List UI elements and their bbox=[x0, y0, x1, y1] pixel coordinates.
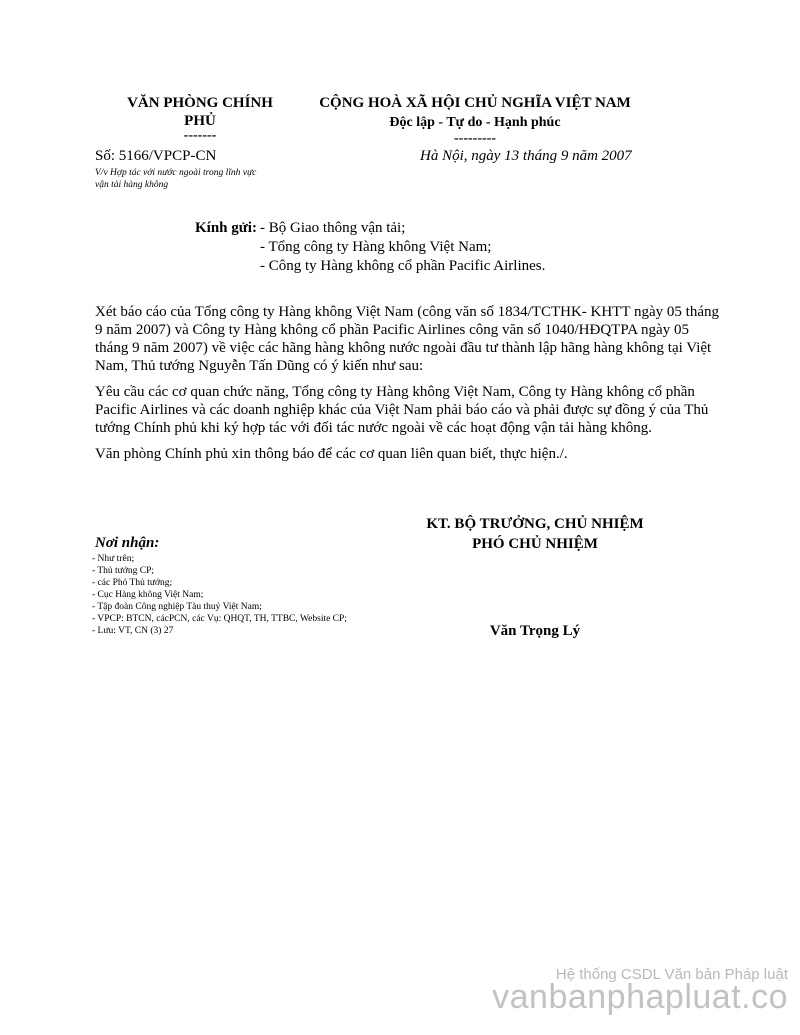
document-subject bbox=[95, 167, 295, 191]
body-paragraph: Văn phòng Chính phủ xin thông báo để các cơ quan liên quan biết, thực hiện./. bbox=[95, 446, 568, 462]
receiver-item: - Thủ tướng CP; bbox=[92, 566, 154, 576]
subject-line1: V/v Hợp tác với nước ngoài trong lĩnh vực bbox=[95, 168, 257, 178]
receiver-item: - các Phó Thủ tướng; bbox=[92, 578, 173, 588]
issuing-organization bbox=[100, 94, 300, 130]
national-motto: Độc lập - Tự do - Hạnh phúc bbox=[389, 115, 561, 130]
signature-title-line1: KT. BỘ TRƯỞNG, CHỦ NHIỆM bbox=[426, 516, 644, 532]
org-name-line2: PHỦ bbox=[184, 113, 216, 129]
document-number: Số: 5166/VPCP-CN bbox=[95, 148, 217, 164]
date-place: Hà Nội, ngày 13 tháng 9 năm 2007 bbox=[420, 148, 632, 164]
subject-line2: vận tải hàng không bbox=[95, 180, 169, 190]
recipient-item: - Công ty Hàng không cổ phần Pacific Airlines. bbox=[260, 258, 546, 274]
document-body bbox=[95, 303, 720, 471]
receiver-item: - VPCP: BTCN, cácPCN, các Vụ: QHQT, TH, TTBC, Website CP; bbox=[92, 614, 347, 624]
motto-divider: --------- bbox=[454, 131, 496, 146]
receiver-item: - Tập đoàn Công nghiệp Tàu thuỷ Việt Nam; bbox=[92, 602, 262, 612]
body-paragraph: Yêu cầu các cơ quan chức năng, Tổng công ty Hàng không Việt Nam, Công ty Hàng không cổ phần Pacific Airlines và các doanh nghiệp khác của Việt Nam phải báo cáo và phải được sự đồng ý của Thủ tướng Chính phủ khi ký hợp tác với đối tác nước ngoài về các hoạt động vận tải hàng không. bbox=[95, 384, 709, 436]
signer-name: Văn Trọng Lý bbox=[489, 623, 581, 639]
recipient-item: - Bộ Giao thông vận tải; bbox=[260, 220, 406, 236]
receivers-label: Nơi nhận: bbox=[95, 535, 160, 551]
receiver-item: - Lưu: VT, CN (3) 27 bbox=[92, 626, 174, 636]
body-paragraph: Xét báo cáo của Tổng công ty Hàng không Việt Nam (công văn số 1834/TCTHK- KHTT ngày 05 tháng 9 năm 2007) và Công ty Hàng không cổ phần Pacific Airlines công văn số 1040/HĐQTPA ngày 05 tháng 9 năm 2007) về việc các hãng hàng không nước ngoài đầu tư thành lập hãng hàng không tại Việt Nam, Thủ tướng Nguyễn Tấn Dũng có ý kiến như sau: bbox=[95, 304, 719, 374]
org-name-line1: VĂN PHÒNG CHÍNH bbox=[127, 95, 273, 111]
org-divider: ------- bbox=[183, 128, 217, 143]
receiver-item: - Cục Hàng không Việt Nam; bbox=[92, 590, 204, 600]
recipient-item: - Tổng công ty Hàng không Việt Nam; bbox=[260, 239, 492, 255]
recipients-label: Kính gửi: bbox=[195, 220, 257, 236]
watermark-site: vanbanphapluat.co bbox=[492, 978, 788, 1016]
national-title: CỘNG HOÀ XÃ HỘI CHỦ NGHĨA VIỆT NAM bbox=[319, 95, 631, 111]
receivers-list bbox=[92, 553, 352, 637]
receiver-item: - Như trên; bbox=[92, 554, 135, 564]
signature-title bbox=[380, 514, 690, 554]
signature-title-line2: PHÓ CHỦ NHIỆM bbox=[472, 536, 598, 552]
watermark-caption: Hệ thống CSDL Văn bản Pháp luật bbox=[555, 966, 788, 983]
recipients-block bbox=[195, 219, 545, 276]
